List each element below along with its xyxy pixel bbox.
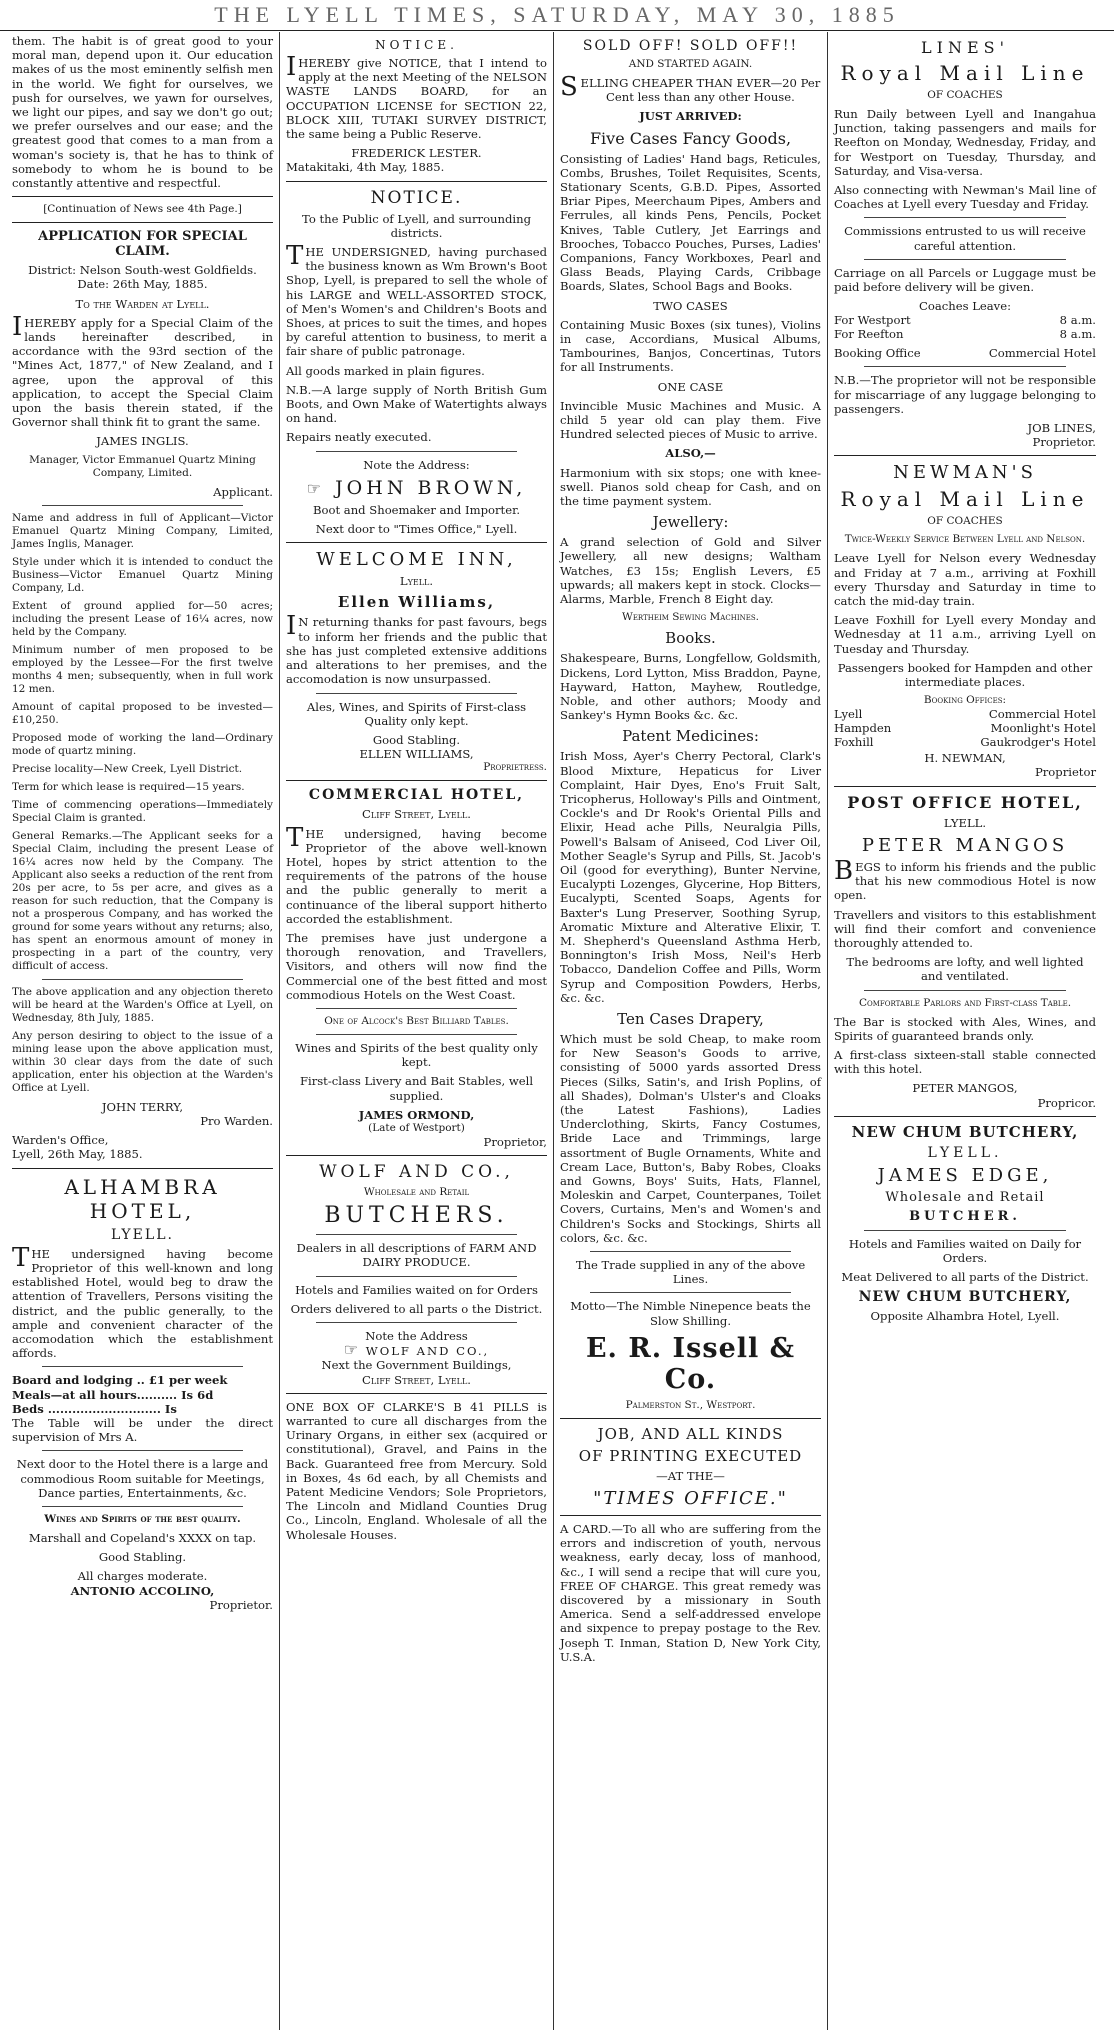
charges: All charges moderate. [77,1569,208,1584]
notice-body: IHEREBY give NOTICE, that I intend to apply at the next Meeting of the NELSON WASTE LANDS BOARD, for an OCCUPATION LICENSE for SECTION 22, BLOCK XIII, TUTAKI SURVEY DISTRICT, the same being a Public Reserve. [286,52,547,142]
newman-role: Proprietor [1034,765,1096,780]
twice-weekly: Twice-Weekly Service Between Lyell and Nelson. [844,533,1086,546]
livery-stables: First-class Livery and Bait Stables, well supplied. [299,1074,534,1103]
john-brown-name: JOHN BROWN, [335,476,527,499]
gum-boots: N.B.—A large supply of North British Gum Boots, and Own Make of Watertights always on hand. [286,382,547,426]
commercial-address: Cliff Street, Lyell. [362,807,471,822]
locality: Precise locality—New Creek, Lyell District. [12,762,243,775]
passengers-booked: Passengers booked for Hampden and other intermediate places. [837,660,1093,690]
westport-row [834,313,1096,327]
music-machines: Invincible Music Machines and Music. A child 5 year old can play them. Five Hundred selected pieces of Music to arrive. [560,398,821,442]
motto: Motto—The Nimble Ninepence beats the Slow Shilling. [570,1299,811,1328]
divider [286,1155,547,1156]
office-at: Gaukrodger's Hotel [980,735,1096,750]
general-remarks: General Remarks.—The Applicant seeks for a Special Claim, including the present Lease of 16¼ acres now held by the Company. The Applicant also seeks a reduction of the rent from 20s per acre, to 5s per acre, and gives as a reason for such reduction, that the Company is not a prosperous Company, and has worked the ground for some years without any returns; also, has spent an enormous amount of money in prospecting in a part of the country, very difficult of access. [12,829,273,972]
notice-signature: FREDERICK LESTER. [351,146,482,161]
run-daily: Run Daily between Lyell and Inangahua Junction, taking passengers and mails for Reefton on Monday, Wednesday, Friday, and for Westport on Tuesday, Thursday, and Saturday, and Visa-versa. [834,107,1096,178]
ground-extent: Extent of ground applied for—50 acres; including the present Lease of 16¼ acres, now held by the Company. [12,599,273,638]
wolf-sub: Wholesale and Retail [363,1186,470,1199]
lines-role: Proprietor. [1032,435,1096,450]
butcher: BUTCHER. [909,1208,1021,1224]
good-stabling: Good Stabling. [372,732,461,747]
boot-maker: Boot and Shoemaker and Importer. [312,502,521,517]
application-body: IHEREBY apply for a Special Claim of the lands hereinafter described, in accordance with the 93rd section of the "Mines Act, 1877," of New Zealand, and I agree, upon the approval of this application, to accept the Special Claim upon the basis therein stated, if the Governor shall think fit to grant the same. [12,311,273,430]
divider [316,1322,517,1323]
welcome-inn-title: WELCOME INN, [316,549,517,571]
notice-title: NOTICE. [375,38,458,52]
divider [12,222,273,223]
hotels-daily: Hotels and Families waited on Daily for Orders. [848,1236,1082,1265]
office-place: Lyell [834,707,863,722]
travellers: Travellers and visitors to this establishment will find their comfort and convenience thoroughly attended to. [834,907,1096,950]
applicant-role: Manager, Victor Emmanuel Quartz Mining Company, Limited. [29,453,256,479]
column-3 [554,32,828,2030]
office-at: Commercial Hotel [988,707,1096,722]
selling-cheaper: SELLING CHEAPER THAN EVER—20 Per Cent less than any other House. [560,72,821,105]
column-4 [828,32,1102,2030]
divider [560,1418,821,1419]
business-style: Style under which it is intended to conduct the Business—Victor Emanuel Quartz Mining Company, Ld. [12,555,273,594]
repairs: Repairs neatly executed. [286,430,432,445]
times-office-next: Next door to "Times Office," Lyell. [315,522,518,537]
masthead: THE LYELL TIMES, SATURDAY, MAY 30, 1885 [0,0,1114,31]
divider [864,259,1066,260]
table-note: The Table will be under the direct supervision of Mrs A. [12,1415,273,1445]
clarke-pills: ONE BOX OF CLARKE'S B 41 PILLS is warranted to cure all discharges from the Urinary Organs, in either sex (acquired or constitutional), Gravel, and Pains in the Back. Guaranteed free from Mercury. Sold in Boxes, 4s 6d each, by all Chemists and Patent Medicine Vendors; Sole Proprietors, The Lincoln and Midland Counties Drug Co., Lincoln, England. Wholesale of all the Wholesale Houses. [286,1399,547,1542]
minimum-men: Minimum number of men proposed to be employed by the Lessee—For the first twelve months 4 men; subsequently, when in full work 12 men. [12,643,273,695]
alhambra-title: ALHAMBRA HOTEL, [64,1174,221,1223]
nc-place: LYELL. [927,1144,1003,1161]
office-row [834,735,1096,749]
new-chum-title: NEW CHUM BUTCHERY, [858,1289,1072,1306]
ormond-late: (Late of Westport) [368,1121,465,1134]
patent-body: Irish Moss, Ayer's Cherry Pectoral, Clark's Blood Mixture, Hepaticus for Liver Complaint, Hair Dyes, Eno's Fruit Salt, Tricopherus, Holloway's Pills and Ointment, Cockle's and Dr Rook's Oriental Pills and Elixir, Head ache Pills, Neuralgia Pills, Powell's Balsam of Aniseed, Cod Liver Oil, Mother Seagle's Syrup and Pills, St. Jacob's Oil (good for everything), Bunter Nervine, Eucalypti Lozenges, Glycerine, Hop Bitters, Eucalypti, Scented Soaps, Agents for Baxter's Lung Preserver, Soothing Syrup, Aromatic Mixture and Alterative Elixir, T. M. Shepherd's Queensland Asthma Herb, Bonnington's Irish Moss, Neil's Herb Tobacco, Dandelion Coffee and Pills, Worm Syrup and Composition Powders, Herbs, &c. &c. [560,749,821,1005]
reefton-time: 8 a.m. [1059,327,1096,342]
of-coaches: OF COACHES [927,89,1003,101]
peter-mangos: PETER MANGOS [861,834,1069,856]
applicant-label: Applicant. [213,484,273,499]
westport-time: 8 a.m. [1059,313,1096,328]
post-office-hotel: POST OFFICE HOTEL, [847,792,1083,812]
fancy-goods: Consisting of Ladies' Hand bags, Reticules, Combs, Brushes, Toilet Requisites, Scents, Stationary Scents, G.B.D. Pipes, Assorted Briar Pipes, Meerchaum Pipes, Ambers and Ferrules, all kinds Pens, Pencils, Pocket Knives, Table Cutlery, Jet Earrings and Brooches, Tobacco Pouches, Purses, Ladies' Companions, Fancy Workboxes, Pearl and Glass Beads, Playing Cards, Cribbage Boards, Slates, School Bags and Books. [560,151,821,294]
lines-title: LINES' [921,38,1009,57]
booking-row [834,346,1096,360]
ellen-role: Proprietress. [483,761,547,774]
po-place: LYELL. [943,815,987,830]
patent-title: Patent Medicines: [622,727,759,746]
issell-address: Palmerston St., Westport. [625,1398,756,1411]
office-at: Moonlight's Hotel [990,721,1096,736]
royal-mail-line: Royal Mail Line [840,487,1090,512]
commencing-time: Time of commencing operations—Immediately Special Claim is granted. [12,798,273,824]
warden-signature: JOHN TERRY, [101,1099,184,1114]
wolf-street: Cliff Street, Lyell. [362,1372,471,1387]
welcome-body: IN returning thanks for past favours, begs to inform her friends and the public that she has just completed extensive additions and alterations to her premises, and the accomodation is now unsurpassed. [286,611,547,687]
notice-to: To the Public of Lyell, and surrounding districts. [301,211,532,240]
divider [864,990,1066,991]
alhambra-place: LYELL. [111,1226,174,1243]
divider [864,366,1066,367]
times-office: "TIMES OFFICE." [593,1488,788,1510]
billiard-tables: One of Alcock's Best Billiard Tables. [324,1014,509,1027]
john-brown [286,477,547,499]
office-place: Foxhill [834,735,874,750]
at-the: —AT THE— [656,1468,725,1483]
job-printing: JOB, AND ALL KINDS [597,1424,784,1443]
divider [864,217,1066,218]
ale-on-tap: Marshall and Copeland's XXXX on tap. [28,1530,257,1545]
stabling: Good Stabling. [98,1550,187,1565]
butchers: BUTCHERS. [324,1203,509,1229]
premises: The premises have just undergone a thorough renovation, and Travellers, Visitors, and others will now find the Commercial one of the best fitted and most commodious Hotels on the West Coast. [286,930,547,1002]
just-arrived: JUST ARRIVED: [639,109,742,124]
owner-signature: ANTONIO ACCOLINO, [70,1583,215,1598]
also-connecting: Also connecting with Newman's Mail line of Coaches at Lyell every Tuesday and Friday. [834,183,1096,212]
to-warden: To the Warden at Lyell. [75,296,210,311]
meeting-room: Next door to the Hotel there is a large and commodious Room suitable for Meetings, Dance parties, Entertainments, &c. [16,1457,269,1500]
booking-label: Booking Office [834,346,921,361]
lines-signature: JOB LINES, [1027,421,1096,436]
harmonium: Harmonium with six stops; one with knee-swell. Pianos sold cheap for Cash, and on the time payment system. [560,465,821,509]
printing-executed: OF PRINTING EXECUTED [578,1446,803,1465]
also: ALSO,— [665,446,716,461]
note-address: Note the Address: [363,457,470,472]
name-address: Name and address in full of Applicant—Victor Emanuel Quartz Mining Company, Limited, James Inglis, Manager. [12,511,273,550]
column-2 [280,32,554,2030]
divider [590,1251,791,1252]
new-chum-title: NEW CHUM BUTCHERY, [851,1122,1079,1141]
objection-notice: Any person desiring to object to the issue of a mining lease upon the above application must, within 30 clear days from the date of such application, enter his objection at the Warden's Office at Lyell. [12,1029,273,1094]
warden-date: Lyell, 26th May, 1885. [12,1147,143,1162]
five-cases: Five Cases Fancy Goods, [589,128,792,148]
leave-foxhill: Leave Foxhill for Lyell every Monday and Wednesday at 11 a.m., arriving Lyell on Tuesday and Thursday. [834,613,1096,656]
working-mode: Proposed mode of working the land—Ordinary mode of quartz mining. [12,731,273,757]
divider [12,1168,273,1169]
divider [286,780,547,781]
sewing-machines: Wertheim Sewing Machines. [622,611,759,624]
warden-role: Pro Warden. [200,1114,273,1129]
james-edge: JAMES EDGE, [877,1164,1053,1186]
commissions: Commissions entrusted to us will receive careful attention. [844,224,1086,253]
divider [286,542,547,543]
ormond-signature: JAMES ORMOND, [358,1107,475,1122]
notice-title: NOTICE. [370,187,463,208]
divider [316,1034,517,1035]
applicant-signature: JAMES INGLIS. [96,434,189,449]
continuation-note: [Continuation of News see 4th Page.] [43,203,242,216]
hearing-notice: The above application and any objection thereto will be heard at the Warden's Office at Lyell, on Wednesday, 8th July, 1885. [12,985,273,1024]
divider [590,1292,791,1293]
boot-shop-body: THE UNDERSIGNED, having purchased the business known as Wm Brown's Boot Shop, Lyell, is prepared to sell the whole of his LARGE and WELL-ASSORTED STOCK, of Men's Women's and Children's Boots and Shoes, at prices to suit the times, and hopes by careful attention to business, to merit a fair share of public patronage. [286,241,547,359]
royal-mail-line: Royal Mail Line [840,61,1090,85]
stable: A first-class sixteen-stall stable connected with this hotel. [834,1047,1096,1077]
music-instruments: Containing Music Boxes (six tunes), Violins in case, Accordians, Musical Albums, Tambourines, Banjos, Concertinas, Tutors for all Instruments. [560,317,821,375]
jewellery-title: Jewellery: [652,513,729,532]
welcome-place: Lyell. [399,574,434,589]
luggage-nb: N.B.—The proprietor will not be responsible for miscarriage of any luggage belonging to passengers. [834,373,1096,416]
meals-price: Meals—at all hours.......... Is 6d [12,1387,214,1402]
ellen-williams: Ellen Williams, [337,593,496,612]
of-coaches: OF COACHES [927,515,1003,528]
divider [316,1008,517,1009]
hotels-families: Hotels and Families waited on for Orders [295,1282,538,1297]
jewellery-body: A grand selection of Gold and Silver Jewellery, all new designs; Waltham Watches, £3 15s; English Levers, £5 upwards; all makers kept in stock. Clocks—Alarms, Marble, French 8 Eight day. [560,535,821,607]
office-row [834,707,1096,721]
reefton-row [834,327,1096,341]
wines-kept: Wines and Spirits of the best quality only kept. [295,1040,538,1070]
drapery-title: Ten Cases Drapery, [617,1009,764,1028]
divider [42,1506,243,1507]
wholesale-retail: Wholesale and Retail [885,1189,1045,1205]
issell-name: E. R. Issell & Co. [585,1332,796,1395]
notice-date: Matakitaki, 4th May, 1885. [286,160,445,175]
reefton-label: For Reefton [834,327,904,342]
opposite-alhambra: Opposite Alhambra Hotel, Lyell. [870,1309,1060,1324]
plain-figures: All goods marked in plain figures. [286,363,485,378]
divider [834,786,1096,787]
divider [560,1515,821,1516]
divider [42,1450,243,1451]
two-cases: TWO CASES [653,298,728,313]
coaches-leave: Coaches Leave: [918,299,1011,314]
peter-signature: PETER MANGOS, [912,1081,1018,1096]
beds-price: Beds ............................ Is [12,1401,177,1416]
newspaper-columns [6,32,1108,2030]
special-claim-title: APPLICATION FOR SPECIAL CLAIM. [38,229,247,260]
started-again: AND STARTED AGAIN. [628,58,753,70]
office-place: Hampden [834,721,892,736]
divider [834,1116,1096,1117]
divider [12,196,273,197]
office-row [834,721,1096,735]
begs-to-inform: BEGS to inform his friends and the public that his new commodious Hotel is now open. [834,855,1096,903]
ales: Ales, Wines, and Spirits of First-class Quality only kept. [306,699,527,728]
orders-delivered: Orders delivered to all parts o the District. [290,1301,543,1316]
essay-fragment: them. The habit is of great good to your moral man, depend upon it. Our education makes of us the most eminently selfish men in the world. We fight for ourselves, we push for ourselves, we yawn for ourselves, we light our pipes, and say we don't go out; we prefer ourselves and our ease; and the greatest good that comes to a man from a woman's society is, that he has to think of somebody to whom he is bound to be constantly attentive and respectful. [12,34,273,191]
district-line: District: Nelson South-west Goldfields. Date: 26th May, 1885. [28,263,257,292]
one-case: ONE CASE [657,379,724,394]
bar: The Bar is stocked with Ales, Wines, and Spirits of guaranteed brands only. [834,1014,1096,1043]
books-body: Shakespeare, Burns, Longfellow, Goldsmith, Dickens, Lord Lytton, Miss Braddon, Payne, Hayward, Hatton, Mayhew, Routledge, Noble, and other authors; Moody and Sankey's Hymn Books &c. &c. [560,651,821,723]
board-price: Board and lodging .. £1 per week [12,1373,228,1388]
newmans-title: NEWMAN'S [893,462,1037,484]
meat-delivered: Meat Delivered to all parts of the District. [841,1270,1089,1285]
divider [316,1234,517,1235]
sold-off: SOLD OFF! SOLD OFF!! [582,38,799,54]
alhambra-body: THE undersigned having become Proprietor of this well-known and long established Hotel, would beg to draw the attention of Travellers, Persons visiting the district, and the public generally, to the ample and convenient character of the accomodation which the establishment affords. [12,1242,273,1361]
drapery-body: Which must be sold Cheap, to make room for New Season's Goods to arrive, consisting of 5000 yards assorted Dress Pieces (Silks, Satin's, and Irish Poplins, of all Shades), Dolman's Ulster's and Cloaks (the Latest Fashions), Ladies Underclothing, Skirts, Fancy Costumes, Bride Lace and Trimmings, large assortment of Bugle Ornaments, White and Cream Lace, Button's, Baby Robes, Cloaks and Gowns, Boys' Suits, Hats, Flannel, Moleskin and Carpet, Counterpanes, Toilet Covers, Curtains, Men's and Women's and Children's Socks and Stockings, Shirts all colors, &c. &c. [560,1031,821,1245]
note-address: Note the Address [365,1328,468,1343]
pointing-hand-icon: ☞ [343,1340,361,1360]
parlors: Comfortable Parlors and First-class Table. [858,996,1072,1009]
divider [42,505,243,506]
divider [42,979,243,980]
owner-role: Proprietor. [209,1597,273,1612]
bedrooms: The bedrooms are lofty, and well lighted and ventilated. [846,955,1084,984]
westport-label: For Westport [834,313,911,328]
divider [316,693,517,694]
dealers: Dealers in all descriptions of FARM AND DAIRY PRODUCE. [296,1241,537,1270]
divider [286,1393,547,1394]
warden-office: Warden's Office, [12,1133,109,1148]
trade-supplied: The Trade supplied in any of the above Lines. [575,1258,806,1287]
commercial-title: COMMERCIAL HOTEL, [308,787,525,804]
column-1 [6,32,280,2030]
peter-role: Propricor. [1037,1095,1096,1110]
divider [316,1276,517,1277]
wolf-title: WOLF AND CO., [319,1162,514,1183]
wolf-address [286,1340,547,1360]
ormond-role: Proprietor, [483,1134,547,1149]
capital: Amount of capital proposed to be invested—£10,250. [12,700,273,726]
divider [316,451,517,452]
wolf-next: Next the Government Buildings, [321,1358,512,1373]
wines-line: Wines and Spirits of the best quality. [44,1512,241,1525]
divider [834,455,1096,456]
leave-lyell: Leave Lyell for Nelson every Wednesday and Friday at 7 a.m., arriving at Foxhill every Thursday and Saturday in time to catch the mid-day train. [834,551,1096,609]
ellen-signature: ELLEN WILLIAMS, [359,747,474,762]
a-card: A CARD.—To all who are suffering from the errors and indiscretion of youth, nervous weakness, early decay, loss of manhood, &c., I will send a recipe that will cure you, FREE OF CHARGE. This great remedy was discovered by a missionary in South America. Send a self-addressed envelope and sixpence to prepay postage to the Rev. Joseph T. Inman, Station D, New York City, U.S.A. [560,1522,821,1664]
newman-signature: H. NEWMAN, [924,751,1006,766]
wolf-address-name: WOLF AND CO., [365,1344,490,1359]
carriage: Carriage on all Parcels or Luggage must be paid before delivery will be given. [834,265,1096,295]
commercial-body: THE undersigned, having become Proprietor of the above well-known Hotel, hopes by strict attention to the requirements of the patrons of the house and the public generally to merit a continuance of the liberal support hitherto accorded the establishment. [286,822,547,926]
pointing-hand-icon: ☞ [306,478,326,498]
books-title: Books. [665,629,716,648]
divider [864,1230,1066,1231]
divider [286,181,547,182]
lease-term: Term for which lease is required—15 years. [12,780,245,793]
booking-at: Commercial Hotel [988,346,1096,361]
divider [42,1366,243,1367]
booking-offices: Booking Offices: [923,694,1007,707]
